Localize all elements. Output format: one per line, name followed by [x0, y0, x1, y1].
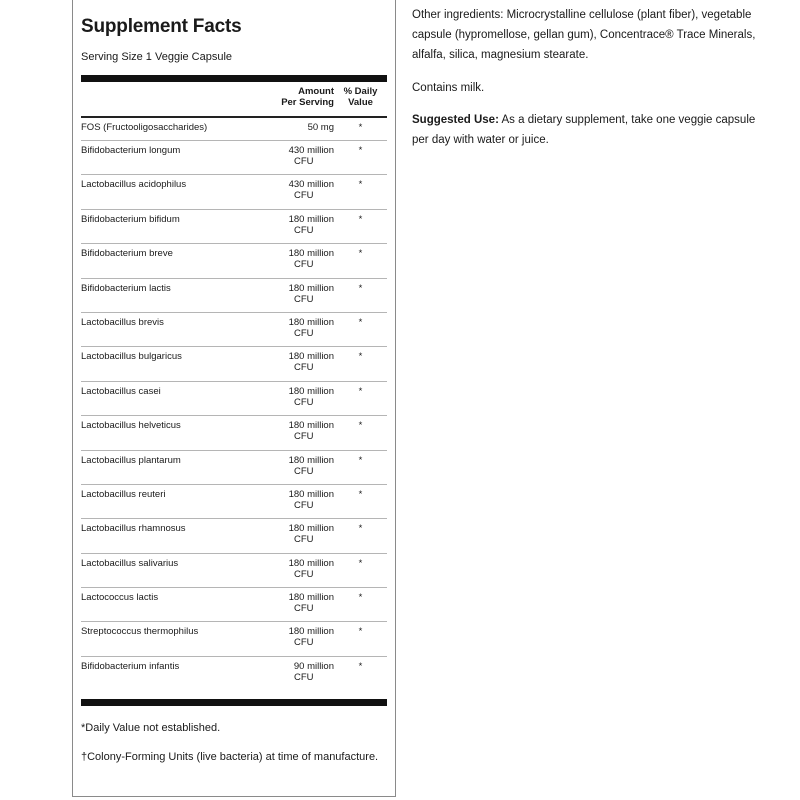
ingredient-name: Lactococcus lactis: [81, 592, 159, 604]
ingredient-amount: 180 million CFU: [288, 351, 334, 374]
table-row: [81, 175, 387, 209]
table-row: [81, 313, 387, 347]
ingredient-daily-value: *: [358, 488, 363, 500]
header-daily-value: % Daily Value: [343, 86, 378, 108]
ingredient-daily-value: *: [358, 557, 363, 569]
top-divider: [81, 75, 387, 82]
ingredient-daily-value: *: [358, 626, 363, 638]
footnote-cfu: †Colony-Forming Units (live bacteria) at time of manufacture.: [81, 751, 379, 764]
ingredient-name: Lactobacillus acidophilus: [81, 179, 187, 191]
table-row: [81, 416, 387, 450]
table-row: [81, 141, 387, 175]
table-row: [81, 519, 387, 553]
ingredient-name: Lactobacillus salivarius: [81, 557, 179, 569]
ingredient-info: [412, 5, 772, 150]
ingredient-name: FOS (Fructooligosaccharides): [81, 122, 208, 133]
ingredient-daily-value: *: [358, 316, 363, 328]
ingredient-name: Lactobacillus casei: [81, 385, 161, 397]
ingredient-name: Lactobacillus reuteri: [81, 488, 166, 500]
ingredient-daily-value: *: [358, 523, 363, 535]
footnote-daily-value: *Daily Value not established.: [81, 722, 221, 735]
ingredient-daily-value: *: [358, 454, 363, 466]
ingredient-amount: 180 million CFU: [288, 488, 334, 511]
ingredient-daily-value: *: [358, 122, 363, 133]
ingredient-amount: 180 million CFU: [288, 420, 334, 443]
ingredient-amount: 90 million CFU: [293, 660, 334, 683]
ingredient-daily-value: *: [358, 385, 363, 397]
table-row: [81, 347, 387, 381]
table-row: [81, 485, 387, 519]
suggested-use-text: As a dietary supplement, take one veggie capsule per day with water or juice.: [412, 114, 756, 146]
table-row: [81, 118, 387, 141]
table-row: [81, 588, 387, 622]
ingredient-amount: 180 million CFU: [288, 248, 334, 271]
ingredient-amount: 180 million CFU: [288, 282, 334, 305]
other-ingredients: Other ingredients: Microcrystalline cellulose (plant fiber), vegetable capsule (hypromellose, gellan gum), Concentrace® Trace Minerals, alfalfa, silica, magnesium stearate.: [412, 9, 756, 61]
table-row: [81, 554, 387, 588]
ingredient-amount: 180 million CFU: [288, 523, 334, 546]
suggested-use-label: Suggested Use:: [412, 114, 499, 126]
ingredient-amount: 180 million CFU: [288, 557, 334, 580]
table-row: [81, 244, 387, 278]
table-row: [81, 210, 387, 244]
table-row: [81, 622, 387, 656]
ingredient-name: Bifidobacterium longum: [81, 145, 181, 156]
ingredient-daily-value: *: [358, 420, 363, 432]
ingredient-daily-value: *: [358, 248, 363, 260]
ingredient-name: Lactobacillus rhamnosus: [81, 523, 186, 535]
ingredient-daily-value: *: [358, 213, 363, 225]
ingredient-name: Lactobacillus plantarum: [81, 454, 181, 466]
ingredient-amount: 50 mg: [307, 122, 334, 133]
table-row: [81, 279, 387, 313]
bottom-divider: [81, 699, 387, 706]
ingredient-daily-value: *: [358, 282, 363, 294]
ingredient-rows: [81, 118, 387, 691]
table-row: [81, 451, 387, 485]
table-row: [81, 382, 387, 416]
ingredient-amount: 180 million CFU: [288, 626, 334, 649]
ingredient-name: Bifidobacterium lactis: [81, 282, 171, 294]
ingredient-amount: 180 million CFU: [288, 454, 334, 477]
ingredient-daily-value: *: [358, 351, 363, 363]
ingredient-amount: 180 million CFU: [288, 316, 334, 339]
ingredient-amount: 430 million CFU: [288, 179, 334, 202]
ingredient-daily-value: *: [358, 145, 363, 156]
suggested-use: [412, 110, 772, 150]
ingredient-name: Lactobacillus bulgaricus: [81, 351, 182, 363]
ingredient-amount: 180 million CFU: [288, 213, 334, 236]
ingredient-name: Bifidobacterium breve: [81, 248, 173, 260]
ingredient-amount: 180 million CFU: [288, 385, 334, 408]
ingredient-name: Bifidobacterium bifidum: [81, 213, 180, 225]
ingredient-name: Lactobacillus brevis: [81, 316, 164, 328]
contains-note: Contains milk.: [412, 82, 485, 94]
ingredient-amount: 430 million CFU: [288, 145, 334, 167]
ingredient-name: Lactobacillus helveticus: [81, 420, 181, 432]
header-amount: Amount Per Serving: [281, 86, 334, 108]
ingredient-daily-value: *: [358, 592, 363, 604]
ingredient-daily-value: *: [358, 179, 363, 191]
serving-size: Serving Size 1 Veggie Capsule: [81, 51, 233, 63]
table-row: [81, 657, 387, 691]
ingredient-daily-value: *: [358, 660, 363, 672]
supplement-facts-panel: [72, 0, 396, 797]
ingredient-name: Streptococcus thermophilus: [81, 626, 199, 638]
table-header: [81, 82, 387, 118]
supplement-facts-title: Supplement Facts: [81, 16, 242, 37]
ingredient-name: Bifidobacterium infantis: [81, 660, 180, 672]
ingredient-amount: 180 million CFU: [288, 592, 334, 615]
